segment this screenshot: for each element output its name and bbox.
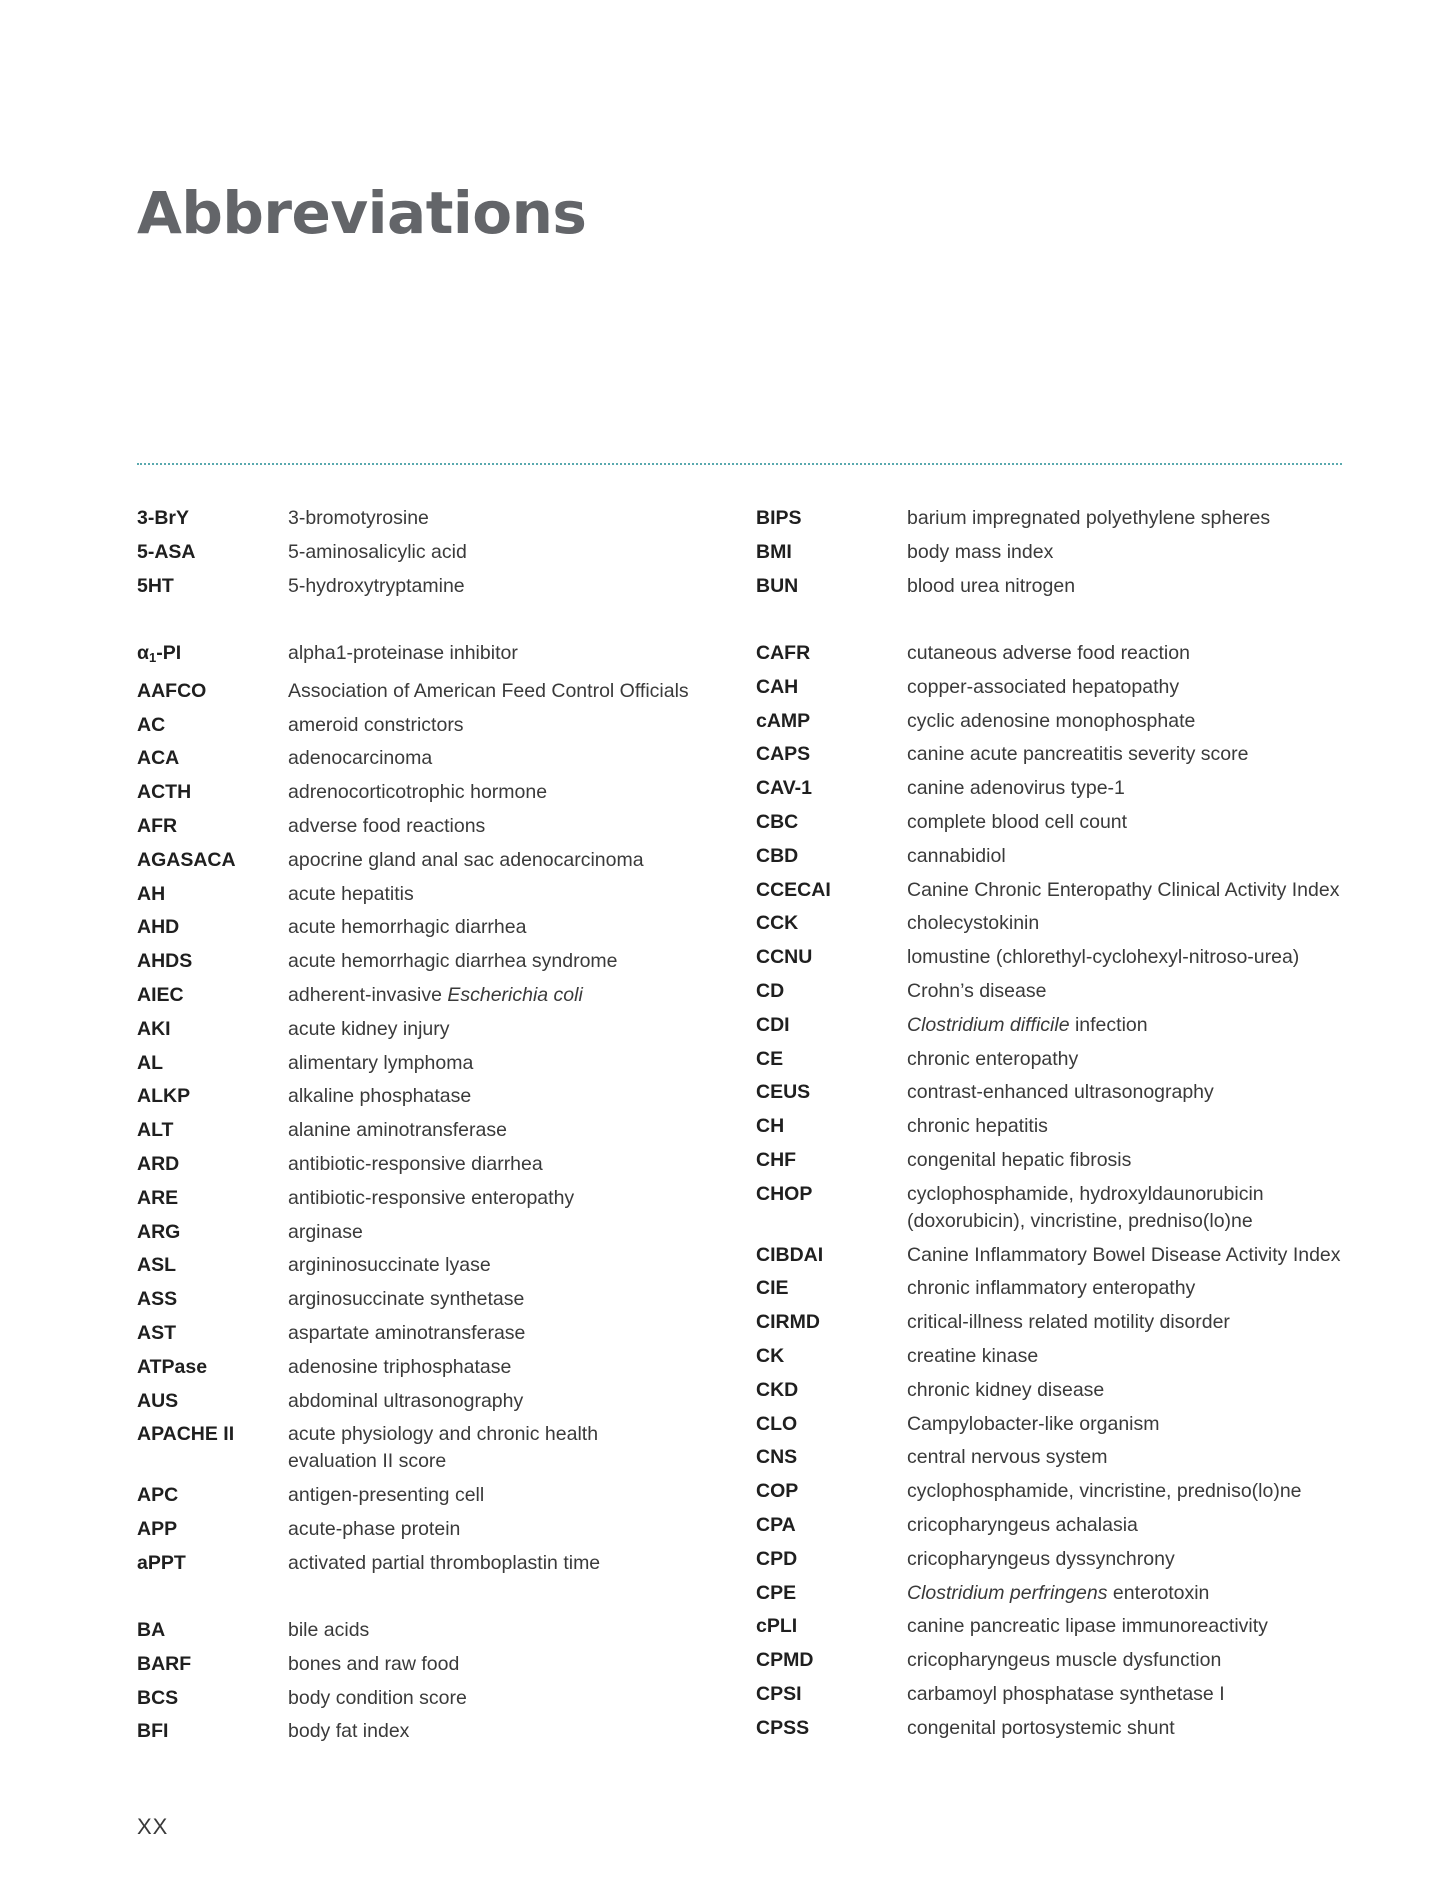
abbreviation-term: 5-ASA [137, 540, 196, 563]
abbreviation-entry [756, 637, 1346, 671]
abbreviation-definition: adverse food reactions [288, 814, 486, 837]
abbreviation-entry [756, 1678, 1346, 1712]
abbreviation-term: CEUS [756, 1081, 811, 1104]
abbreviation-entry [137, 1148, 727, 1182]
abbreviation-entry [756, 502, 1346, 536]
abbreviation-entry [756, 840, 1346, 874]
abbreviation-entry [756, 536, 1346, 570]
abbreviation-term: 5HT [137, 574, 174, 597]
abbreviation-term: CPMD [756, 1649, 814, 1672]
abbreviation-definition: Crohn’s disease [907, 979, 1047, 1002]
abbreviation-definition: acute physiology and chronic health evaluation II score [288, 1423, 599, 1473]
abbreviation-definition: blood urea nitrogen [907, 574, 1076, 597]
abbreviation-definition: acute hemorrhagic diarrhea syndrome [288, 950, 618, 973]
abbreviation-definition: copper-associated hepatopathy [907, 675, 1180, 698]
abbreviation-definition: alimentary lymphoma [288, 1051, 474, 1074]
abbreviation-entry [756, 806, 1346, 840]
abbreviation-entry [137, 1547, 727, 1581]
abbreviation-entry [137, 1479, 727, 1513]
abbreviation-term: CHF [756, 1148, 797, 1171]
abbreviation-term: CPA [756, 1513, 796, 1536]
abbreviation-definition: central nervous system [907, 1446, 1108, 1469]
abbreviation-entry [137, 536, 727, 570]
abbreviation-entry [756, 907, 1346, 941]
abbreviation-entry [756, 1076, 1346, 1110]
abbreviation-term: BFI [137, 1720, 169, 1743]
abbreviation-entry [137, 1513, 727, 1547]
abbreviation-term: ASL [137, 1254, 176, 1277]
abbreviation-entry [137, 637, 727, 675]
abbreviation-definition: critical-illness related motility disorder [907, 1311, 1230, 1334]
abbreviation-definition: 3-bromotyrosine [288, 507, 429, 529]
abbreviation-definition: adrenocorticotrophic hormone [288, 781, 548, 804]
abbreviation-entry [137, 1715, 727, 1749]
abbreviation-term: CE [756, 1047, 784, 1070]
abbreviation-definition: acute-phase protein [288, 1517, 461, 1540]
abbreviation-definition: antibiotic-responsive enteropathy [288, 1186, 575, 1209]
abbreviation-term: CPE [756, 1581, 797, 1604]
abbreviation-term: ATPase [137, 1355, 208, 1378]
abbreviation-term: ALKP [137, 1085, 191, 1108]
abbreviation-entry [137, 709, 727, 743]
abbreviation-definition: body mass index [907, 540, 1054, 563]
abbreviation-definition: creatine kinase [907, 1344, 1039, 1367]
abbreviation-term: cPLI [756, 1615, 798, 1638]
abbreviation-definition: argininosuccinate lyase [288, 1254, 491, 1277]
abbreviation-term: AL [137, 1051, 163, 1074]
abbreviation-term-rest: -PI [156, 641, 182, 664]
page-number: XX [137, 1814, 169, 1839]
abbreviation-term: AC [137, 713, 166, 736]
abbreviation-entry [756, 705, 1346, 739]
abbreviation-entry [137, 1682, 727, 1716]
abbreviation-entry [756, 1272, 1346, 1306]
abbreviation-entry [756, 738, 1346, 772]
abbreviation-term: CD [756, 979, 785, 1002]
abbreviation-entry [756, 1239, 1346, 1273]
abbreviation-term: CIRMD [756, 1311, 820, 1334]
abbreviation-entry [756, 1543, 1346, 1577]
abbreviation-definition: canine pancreatic lipase immunoreactivity [907, 1615, 1268, 1638]
abbreviation-definition: adenosine triphosphatase [288, 1355, 512, 1378]
abbreviation-term: AHD [137, 916, 180, 939]
abbreviation-entry [756, 570, 1346, 604]
dotted-divider [137, 463, 1342, 465]
abbreviation-definition: Canine Inflammatory Bowel Disease Activity Index [907, 1243, 1341, 1266]
abbreviation-entry [137, 979, 727, 1013]
abbreviation-entry [756, 1475, 1346, 1509]
abbreviation-entry [137, 911, 727, 945]
definition-text: enterotoxin [1107, 1581, 1210, 1604]
abbreviation-entry [756, 1043, 1346, 1077]
abbreviation-definition: ameroid constrictors [288, 713, 464, 736]
abbreviations-right-column [756, 502, 1346, 1745]
abbreviation-entry [756, 1577, 1346, 1611]
page-title: Abbreviations [137, 179, 587, 247]
abbreviation-term: AGASACA [137, 848, 236, 871]
abbreviation-definition: 5-aminosalicylic acid [288, 540, 467, 563]
abbreviations-left-column [137, 502, 727, 1749]
abbreviation-term [137, 640, 288, 671]
abbreviation-entry [137, 570, 727, 604]
abbreviation-term: AIEC [137, 983, 184, 1006]
abbreviation-term: CIBDAI [756, 1243, 824, 1266]
abbreviation-definition: cricopharyngeus muscle dysfunction [907, 1649, 1222, 1672]
abbreviation-entry [137, 1114, 727, 1148]
abbreviation-definition: barium impregnated polyethylene spheres [907, 507, 1271, 529]
abbreviation-term: CAV-1 [756, 777, 812, 800]
abbreviation-definition: acute kidney injury [288, 1017, 450, 1040]
abbreviation-entry [756, 1509, 1346, 1543]
abbreviation-definition: acute hepatitis [288, 882, 414, 905]
abbreviation-definition: lomustine (chlorethyl-cyclohexyl-nitroso-urea) [907, 946, 1300, 969]
abbreviation-term: CCK [756, 912, 799, 935]
abbreviation-term: CIE [756, 1277, 789, 1300]
abbreviation-entry [756, 1144, 1346, 1178]
abbreviation-term: CNS [756, 1446, 798, 1469]
abbreviation-entry [137, 878, 727, 912]
abbreviation-entry [137, 502, 727, 536]
abbreviation-entry [756, 1644, 1346, 1678]
abbreviation-term: CKD [756, 1378, 799, 1401]
abbreviation-entry [137, 945, 727, 979]
abbreviation-term: CHOP [756, 1182, 813, 1205]
abbreviation-term: CPD [756, 1547, 798, 1570]
abbreviation-definition: chronic hepatitis [907, 1115, 1048, 1138]
abbreviation-entry [756, 1712, 1346, 1746]
abbreviation-entry [756, 874, 1346, 908]
abbreviation-definition: Campylobacter-like organism [907, 1412, 1160, 1435]
abbreviation-term: BIPS [756, 507, 802, 529]
abbreviation-term: ARG [137, 1220, 181, 1243]
abbreviation-term: APC [137, 1484, 179, 1507]
abbreviation-term: AH [137, 882, 166, 905]
abbreviation-term: 3-BrY [137, 507, 190, 529]
abbreviation-definition: Canine Chronic Enteropathy Clinical Activity Index [907, 878, 1340, 901]
abbreviation-definition: Association of American Feed Control Officials [288, 679, 689, 702]
abbreviation-entry [756, 1306, 1346, 1340]
abbreviation-term: CCECAI [756, 878, 831, 901]
abbreviation-term: AST [137, 1321, 176, 1344]
abbreviation-definition: cricopharyngeus achalasia [907, 1513, 1138, 1536]
abbreviation-term: ACTH [137, 781, 192, 804]
abbreviation-entry [137, 1080, 727, 1114]
abbreviation-entry [137, 1317, 727, 1351]
abbreviation-entry [137, 1351, 727, 1385]
abbreviation-term: CH [756, 1115, 785, 1138]
abbreviation-term: CPSI [756, 1682, 802, 1705]
abbreviation-term: CBC [756, 810, 799, 833]
abbreviation-entry [756, 1408, 1346, 1442]
abbreviation-entry [137, 776, 727, 810]
abbreviation-definition: chronic inflammatory enteropathy [907, 1277, 1196, 1300]
abbreviation-definition: body condition score [288, 1686, 467, 1709]
abbreviation-definition: arginosuccinate synthetase [288, 1288, 525, 1311]
abbreviation-term-subscript: 1 [149, 649, 157, 665]
abbreviation-term: CBD [756, 844, 799, 867]
abbreviation-term: AFR [137, 814, 178, 837]
abbreviation-term: ARD [137, 1152, 180, 1175]
abbreviation-term: ARE [137, 1186, 179, 1209]
abbreviation-term: ALT [137, 1119, 174, 1142]
abbreviation-term: BCS [137, 1686, 179, 1709]
abbreviation-entry [137, 742, 727, 776]
abbreviation-definition: congenital portosystemic shunt [907, 1716, 1175, 1739]
definition-italic-text: Clostridium perfringens [907, 1581, 1108, 1604]
abbreviation-entry [756, 1178, 1346, 1239]
abbreviation-definition: aspartate aminotransferase [288, 1321, 526, 1344]
abbreviation-entry [137, 810, 727, 844]
abbreviation-entry [137, 844, 727, 878]
abbreviation-entry [137, 1648, 727, 1682]
abbreviation-definition: 5-hydroxytryptamine [288, 574, 465, 597]
abbreviation-definition: alpha1-proteinase inhibitor [288, 641, 518, 664]
abbreviation-definition: antibiotic-responsive diarrhea [288, 1152, 543, 1175]
abbreviation-definition: complete blood cell count [907, 810, 1128, 833]
abbreviation-definition: cannabidiol [907, 844, 1006, 867]
definition-italic-text: Clostridium difficile [907, 1013, 1070, 1036]
abbreviation-definition: cutaneous adverse food reaction [907, 641, 1190, 664]
abbreviation-definition: canine adenovirus type-1 [907, 777, 1125, 800]
abbreviation-definition: antigen-presenting cell [288, 1484, 485, 1507]
abbreviation-term: ACA [137, 747, 180, 770]
abbreviation-entry [137, 675, 727, 709]
definition-text: adherent-invasive [288, 983, 448, 1006]
abbreviation-definition: activated partial thromboplastin time [288, 1551, 601, 1574]
abbreviation-definition: bile acids [288, 1619, 370, 1642]
abbreviation-definition: adenocarcinoma [288, 747, 433, 770]
abbreviation-definition: chronic enteropathy [907, 1047, 1079, 1070]
abbreviation-definition: alkaline phosphatase [288, 1085, 472, 1108]
abbreviation-definition: alanine aminotransferase [288, 1119, 507, 1142]
abbreviation-definition: chronic kidney disease [907, 1378, 1105, 1401]
abbreviation-definition: congenital hepatic fibrosis [907, 1148, 1132, 1171]
abbreviation-term-main: α [137, 641, 149, 664]
abbreviation-term: CAH [756, 675, 799, 698]
abbreviation-entry [137, 1216, 727, 1250]
abbreviation-entry [756, 1110, 1346, 1144]
abbreviation-definition: cyclic adenosine monophosphate [907, 709, 1196, 732]
abbreviation-term: BUN [756, 574, 799, 597]
abbreviation-entry [137, 1249, 727, 1283]
abbreviation-term: AKI [137, 1017, 171, 1040]
abbreviation-entry [756, 671, 1346, 705]
abbreviation-definition: arginase [288, 1220, 363, 1243]
abbreviation-term: CDI [756, 1013, 790, 1036]
abbreviation-entry [137, 1614, 727, 1648]
abbreviation-term: BARF [137, 1652, 192, 1675]
abbreviation-definition [907, 1012, 1346, 1039]
definition-italic-text: Escherichia coli [447, 983, 583, 1006]
abbreviation-definition: cyclophosphamide, hydroxyldaunorubicin (doxorubicin), vincristine, predniso(lo)ne [907, 1182, 1264, 1232]
abbreviation-entry [756, 1610, 1346, 1644]
abbreviation-definition: canine acute pancreatitis severity score [907, 743, 1249, 766]
abbreviation-definition: bones and raw food [288, 1652, 460, 1675]
abbreviation-entry [756, 1340, 1346, 1374]
abbreviation-entry [137, 1013, 727, 1047]
abbreviation-term: AUS [137, 1389, 179, 1412]
abbreviation-entry [137, 1385, 727, 1419]
abbreviation-term: ASS [137, 1288, 178, 1311]
abbreviation-entry [137, 1047, 727, 1081]
abbreviation-term: AHDS [137, 950, 193, 973]
abbreviation-definition: acute hemorrhagic diarrhea [288, 916, 527, 939]
abbreviation-definition: abdominal ultrasonography [288, 1389, 524, 1412]
abbreviation-definition: contrast-enhanced ultrasonography [907, 1081, 1214, 1104]
abbreviation-term: CAPS [756, 743, 811, 766]
abbreviation-term: CLO [756, 1412, 798, 1435]
abbreviation-term: CAFR [756, 641, 811, 664]
abbreviation-term: BA [137, 1619, 166, 1642]
definition-text: infection [1069, 1013, 1148, 1036]
abbreviation-entry [137, 1283, 727, 1317]
abbreviation-entry [137, 1182, 727, 1216]
abbreviation-definition: carbamoyl phosphatase synthetase I [907, 1682, 1225, 1705]
abbreviation-term: cAMP [756, 709, 811, 732]
abbreviation-entry [756, 975, 1346, 1009]
abbreviation-entry [756, 1374, 1346, 1408]
abbreviation-entry [137, 1418, 727, 1479]
abbreviation-entry [756, 941, 1346, 975]
abbreviation-term: COP [756, 1480, 799, 1503]
abbreviation-term: aPPT [137, 1551, 186, 1574]
abbreviation-definition: cricopharyngeus dyssynchrony [907, 1547, 1175, 1570]
abbreviation-entry [756, 1441, 1346, 1475]
abbreviation-term: CK [756, 1344, 785, 1367]
abbreviation-definition: cholecystokinin [907, 912, 1040, 935]
abbreviation-definition: cyclophosphamide, vincristine, predniso(lo)ne [907, 1480, 1302, 1503]
abbreviation-entry [756, 772, 1346, 806]
abbreviation-term: APP [137, 1517, 178, 1540]
abbreviation-definition [907, 1580, 1346, 1607]
abbreviation-term: CPSS [756, 1716, 810, 1739]
abbreviation-term: APACHE II [137, 1423, 235, 1446]
abbreviation-definition [288, 982, 727, 1009]
abbreviation-entry [756, 1009, 1346, 1043]
abbreviation-term: CCNU [756, 946, 813, 969]
abbreviation-term: AAFCO [137, 679, 207, 702]
abbreviation-definition: body fat index [288, 1720, 410, 1743]
abbreviation-definition: apocrine gland anal sac adenocarcinoma [288, 848, 644, 871]
abbreviation-term: BMI [756, 540, 792, 563]
